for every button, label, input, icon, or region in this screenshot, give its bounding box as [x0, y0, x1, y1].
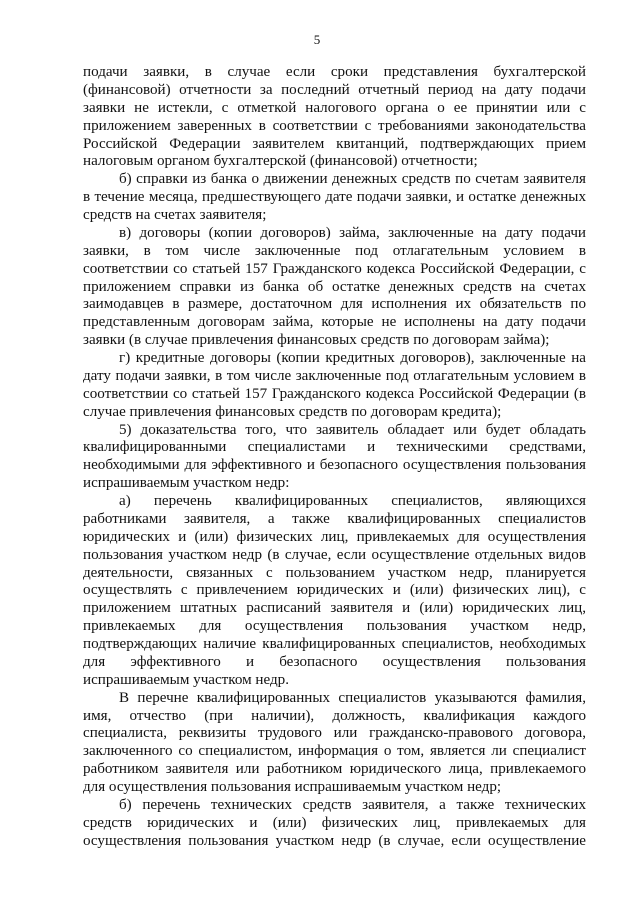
paragraph-item-v-loan-agreements: в) договоры (копии договоров) займа, заключенные на дату подачи заявки, в том числе заключенные под отлагательным условием в соответствии со статьей 157 Гражданского кодекса Российской Федерации, с приложением справки из банка об остатке денежных средств на счетах заимодавцев в размере, достаточном для исполнения их обязательств по представленным договорам займа, которые не исполнены на дату подачи заявки (в случае привлечения финансовых средств по договорам займа);: [83, 224, 586, 349]
paragraph-continuation: подачи заявки, в случае если сроки представления бухгалтерской (финансовой) отчетности за последний отчетный период на дату подачи заявки не истекли, с отметкой налогового органа о ее принятии или с приложением заверенных в соответствии с требованиями законодательства Российской Федерации заявителем квитанций, подтверждающих прием налоговым органом бухгалтерской (финансовой) отчетности;: [83, 64, 586, 170]
paragraph-item-g-credit-agreements: г) кредитные договоры (копии кредитных договоров), заключенные на дату подачи заявки, в том числе заключенные под отлагательным условием в соответствии со статьей 157 Гражданского кодекса Российской Федерации (в случае привлечения финансовых средств по договорам кредита);: [83, 350, 586, 420]
page-number: 5: [313, 32, 321, 47]
document-body: [83, 64, 586, 851]
paragraph-item-b-technical-means: б) перечень технических средств заявителя, а также технических средств юридических и (или) физических лиц, привлекаемых для осуществления пользования участком недр (в случае, если осуществление: [83, 796, 586, 849]
paragraph-item-a-specialists-list: а) перечень квалифицированных специалистов, являющихся работниками заявителя, а также квалифицированных специалистов юридических и (или) физических лиц, привлекаемых для осуществления пользования участком недр (в случае, если осуществление отдельных видов деятельности, связанных с пользованием участком недр, планируется осуществлять с привлечением юридических и (или) физических лиц), с приложением штатных расписаний заявителя и (или) юридических лиц, привлекаемых для осуществления пользования участком недр, подтверждающих наличие квалифицированных специалистов, необходимых для эффективного и безопасного осуществления пользования испрашиваемым участком недр.: [83, 493, 586, 688]
paragraph-item-b-bank-statements: б) справки из банка о движении денежных средств по счетам заявителя в течение месяца, предшествующего дате подачи заявки, и остатке денежных средств на счетах заявителя;: [83, 171, 586, 223]
paragraph-specialists-details: В перечне квалифицированных специалистов указываются фамилия, имя, отчество (при наличии), должность, квалификация каждого специалиста, реквизиты трудового или гражданско-правового договора, заключенного со специалистом, информация о том, является ли специалист работником заявителя или работником юридического лица, привлекаемого для осуществления пользования испрашиваемым участком недр;: [83, 689, 586, 795]
paragraph-item-5-evidence: 5) доказательства того, что заявитель обладает или будет обладать квалифицированными специалистами и техническими средствами, необходимыми для эффективного и безопасного осуществления пользования испрашиваемым участком недр:: [83, 421, 586, 492]
